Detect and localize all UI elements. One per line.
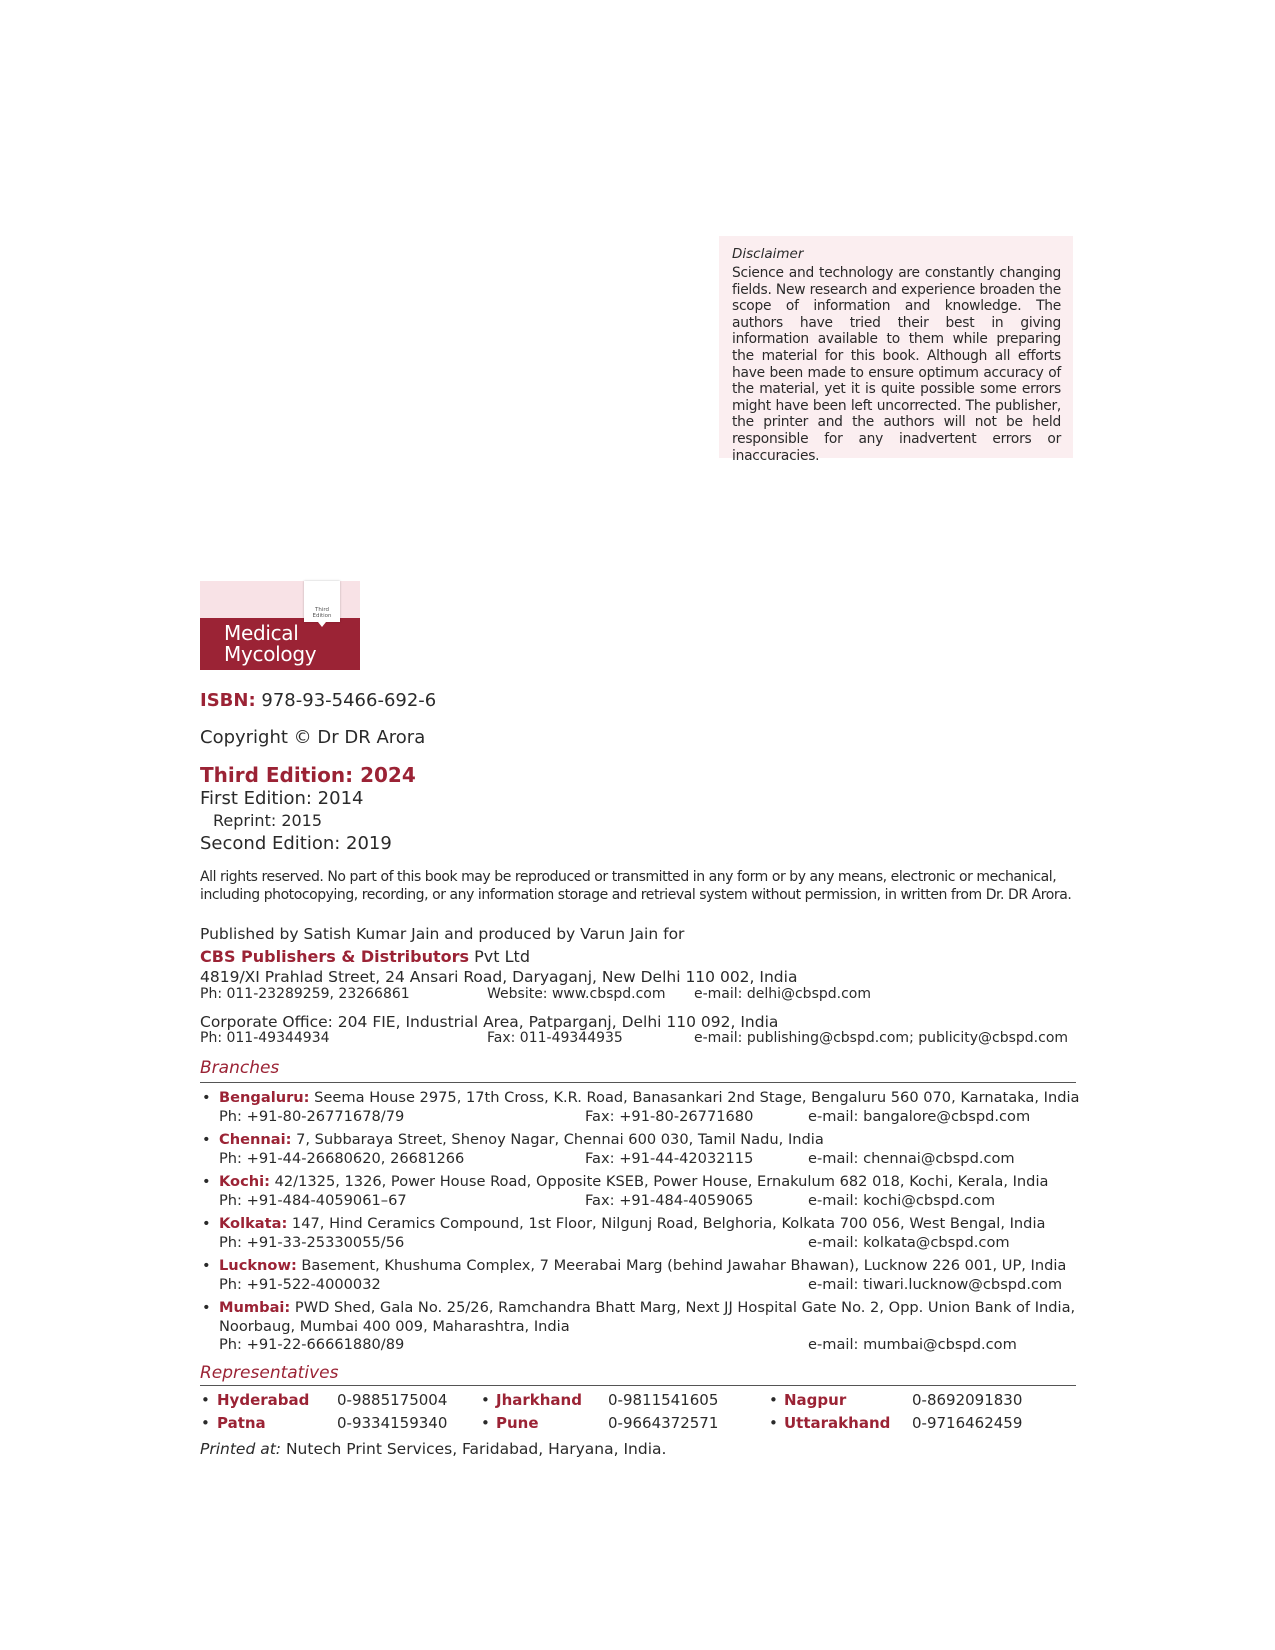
- isbn-value: 978-93-5466-692-6: [261, 690, 437, 711]
- branch-phone: Ph: +91-22-66661880/89: [219, 1336, 405, 1353]
- printed-at: Printed at: Nutech Print Services, Faridabad, Haryana, India.: [200, 1440, 667, 1458]
- publisher-name-line: CBS Publishers & Distributors Pvt Ltd: [200, 947, 530, 966]
- disclaimer-body: Science and technology are constantly changing fields. New research and experience broaden the scope of information and knowledge. The authors have tried their best in giving information available to them while preparing the material for this book. Although all efforts have been made to ensure optimum accuracy of the material, yet it is quite possible some errors might have been left uncorrected. The publisher, the printer and the authors will not be held responsible for any inadvertent errors or inaccuracies.: [732, 265, 1061, 464]
- disclaimer-title: Disclaimer: [732, 246, 804, 262]
- branch-contact: [219, 1276, 1076, 1295]
- branch-phone: Ph: +91-33-25330055/56: [219, 1234, 405, 1251]
- edition-tag: Third Edition: [304, 581, 340, 622]
- branch-contact: [219, 1108, 1076, 1127]
- representatives-row: • Hyderabad 0-9885175004 • Jharkhand 0-9811541605 • Nagpur 0-8692091830: [201, 1391, 1023, 1409]
- branch-phone: Ph: +91-44-26680620, 26681266: [219, 1150, 465, 1167]
- branch-entry: • Bengaluru: Seema House 2975, 17th Cross, K.R. Road, Banasankari 2nd Stage, Bengaluru 560 070, Karnataka, India Ph: +91-80-26771678/79 Fax: +91-80-26771680 e-mail: bangalore@cbspd.com: [202, 1089, 1080, 1125]
- publisher-website: Website: www.cbspd.com: [487, 986, 666, 1002]
- reprint-line: Reprint: 2015: [213, 811, 323, 830]
- corporate-contact: Ph: 011-49344934 Fax: 011-49344935 e-mail: publishing@cbspd.com; publicity@cbspd.com: [200, 1030, 1069, 1046]
- branch-city: Bengaluru:: [219, 1089, 310, 1106]
- branch-address: Kolkata: 147, Hind Ceramics Compound, 1st Floor, Nilgunj Road, Belghoria, Kolkata 700 056, West Bengal, India: [219, 1215, 1046, 1232]
- branch-contact: [219, 1192, 1076, 1211]
- published-by: Published by Satish Kumar Jain and produced by Varun Jain for: [200, 925, 685, 943]
- branch-address: Kochi: 42/1325, 1326, Power House Road, Opposite KSEB, Power House, Ernakulum 682 018, Kochi, Kerala, India: [219, 1173, 1049, 1190]
- branch-fax: Fax: +91-484-4059065: [585, 1192, 754, 1209]
- rights-statement: All rights reserved. No part of this book may be reproduced or transmitted in any form or by any means, electronic or mechanical, including photocopying, recording, or any information storage and retrieval system without permission, in written from Dr. DR Arora.: [200, 869, 1072, 903]
- branch-fax: Fax: +91-80-26771680: [585, 1108, 754, 1125]
- disclaimer-box: [719, 236, 1073, 464]
- branch-city: Kochi:: [219, 1173, 270, 1190]
- representatives-divider: [200, 1385, 1076, 1386]
- branch-entry: • Kolkata: 147, Hind Ceramics Compound, 1st Floor, Nilgunj Road, Belghoria, Kolkata 700 056, West Bengal, India Ph: +91-33-25330055/56 e-mail: kolkata@cbspd.com: [200, 1215, 1076, 1253]
- current-edition: Third Edition: 2024: [200, 763, 416, 787]
- branch-entry: • Lucknow: Basement, Khushuma Complex, 7 Meerabai Marg (behind Jawahar Bhawan), Lucknow 226 001, UP, India Ph: +91-522-4000032 e-mail: tiwari.lucknow@cbspd.com: [200, 1257, 1076, 1295]
- branch-email: e-mail: chennai@cbspd.com: [808, 1150, 1015, 1167]
- branch-fax: Fax: +91-44-42032115: [585, 1150, 754, 1167]
- copyright-line: Copyright © Dr DR Arora: [200, 727, 426, 748]
- branch-address: Lucknow: Basement, Khushuma Complex, 7 Meerabai Marg (behind Jawahar Bhawan), Lucknow 226 001, UP, India: [219, 1257, 1067, 1274]
- branch-address-cont: Noorbaug, Mumbai 400 009, Maharashtra, India: [219, 1318, 570, 1335]
- representatives-title: Representatives: [200, 1363, 339, 1383]
- branch-entry: • Mumbai: PWD Shed, Gala No. 25/26, Ramchandra Bhatt Marg, Next JJ Hospital Gate No. 2, Opp. Union Bank of India, Noorbaug, Mumbai 400 009, Maharashtra, India Ph: +91-22-66661880/89 e-mail: mumbai@cbspd.com: [202, 1299, 1076, 1353]
- branch-city: Mumbai:: [219, 1299, 291, 1316]
- branch-email: e-mail: tiwari.lucknow@cbspd.com: [808, 1276, 1063, 1293]
- publisher-name: CBS Publishers & Distributors: [200, 947, 470, 966]
- corporate-address: Corporate Office: 204 FIE, Industrial Area, Patparganj, Delhi 110 092, India: [200, 1013, 779, 1031]
- branch-phone: Ph: +91-522-4000032: [219, 1276, 381, 1293]
- branches-title: Branches: [200, 1058, 280, 1078]
- branch-address: Chennai: 7, Subbaraya Street, Shenoy Nagar, Chennai 600 030, Tamil Nadu, India: [219, 1131, 824, 1148]
- branch-entry: • Chennai: 7, Subbaraya Street, Shenoy Nagar, Chennai 600 030, Tamil Nadu, India Ph: +91-44-26680620, 26681266 Fax: +91-44-42032115 e-mail: chennai@cbspd.com: [200, 1131, 1076, 1169]
- branch-phone: Ph: +91-484-4059061–67: [219, 1192, 407, 1209]
- branch-contact: [219, 1234, 1076, 1253]
- representatives-row: • Patna 0-9334159340 • Pune 0-9664372571 • Uttarakhand 0-9716462459: [201, 1414, 1023, 1432]
- branch-city: Chennai:: [219, 1131, 292, 1148]
- publisher-address: 4819/XI Prahlad Street, 24 Ansari Road, Daryaganj, New Delhi 110 002, India: [200, 968, 798, 986]
- isbn-label: ISBN:: [200, 690, 256, 711]
- branch-email: e-mail: mumbai@cbspd.com: [808, 1336, 1017, 1353]
- publisher-email: e-mail: delhi@cbspd.com: [694, 986, 871, 1002]
- branch-city: Lucknow:: [219, 1257, 297, 1274]
- branch-phone: Ph: +91-80-26771678/79: [219, 1108, 405, 1125]
- branch-contact: [219, 1150, 1076, 1169]
- branch-email: e-mail: kolkata@cbspd.com: [808, 1234, 1010, 1251]
- publisher-contact: Ph: 011-23289259, 23266861 Website: www.cbspd.com e-mail: delhi@cbspd.com: [200, 986, 871, 1002]
- cover-title: Medical Mycology: [224, 621, 317, 666]
- second-edition: Second Edition: 2019: [200, 833, 392, 854]
- branch-email: e-mail: bangalore@cbspd.com: [808, 1108, 1031, 1125]
- first-edition: First Edition: 2014: [200, 788, 364, 809]
- branch-address: Mumbai: PWD Shed, Gala No. 25/26, Ramchandra Bhatt Marg, Next JJ Hospital Gate No. 2, Opp. Union Bank of India,: [219, 1299, 1076, 1316]
- isbn-line: [200, 690, 436, 711]
- branch-address: Bengaluru: Seema House 2975, 17th Cross, K.R. Road, Banasankari 2nd Stage, Bengaluru 560 070, Karnataka, India: [219, 1089, 1080, 1106]
- branch-contact: [219, 1336, 1076, 1355]
- branch-city: Kolkata:: [219, 1215, 288, 1232]
- branch-entry: • Kochi: 42/1325, 1326, Power House Road, Opposite KSEB, Power House, Ernakulum 682 018, Kochi, Kerala, India Ph: +91-484-4059061–67 Fax: +91-484-4059065 e-mail: kochi@cbspd.com: [200, 1173, 1076, 1211]
- branches-divider: [200, 1082, 1076, 1083]
- branch-email: e-mail: kochi@cbspd.com: [808, 1192, 996, 1209]
- book-cover-thumbnail: [200, 581, 360, 670]
